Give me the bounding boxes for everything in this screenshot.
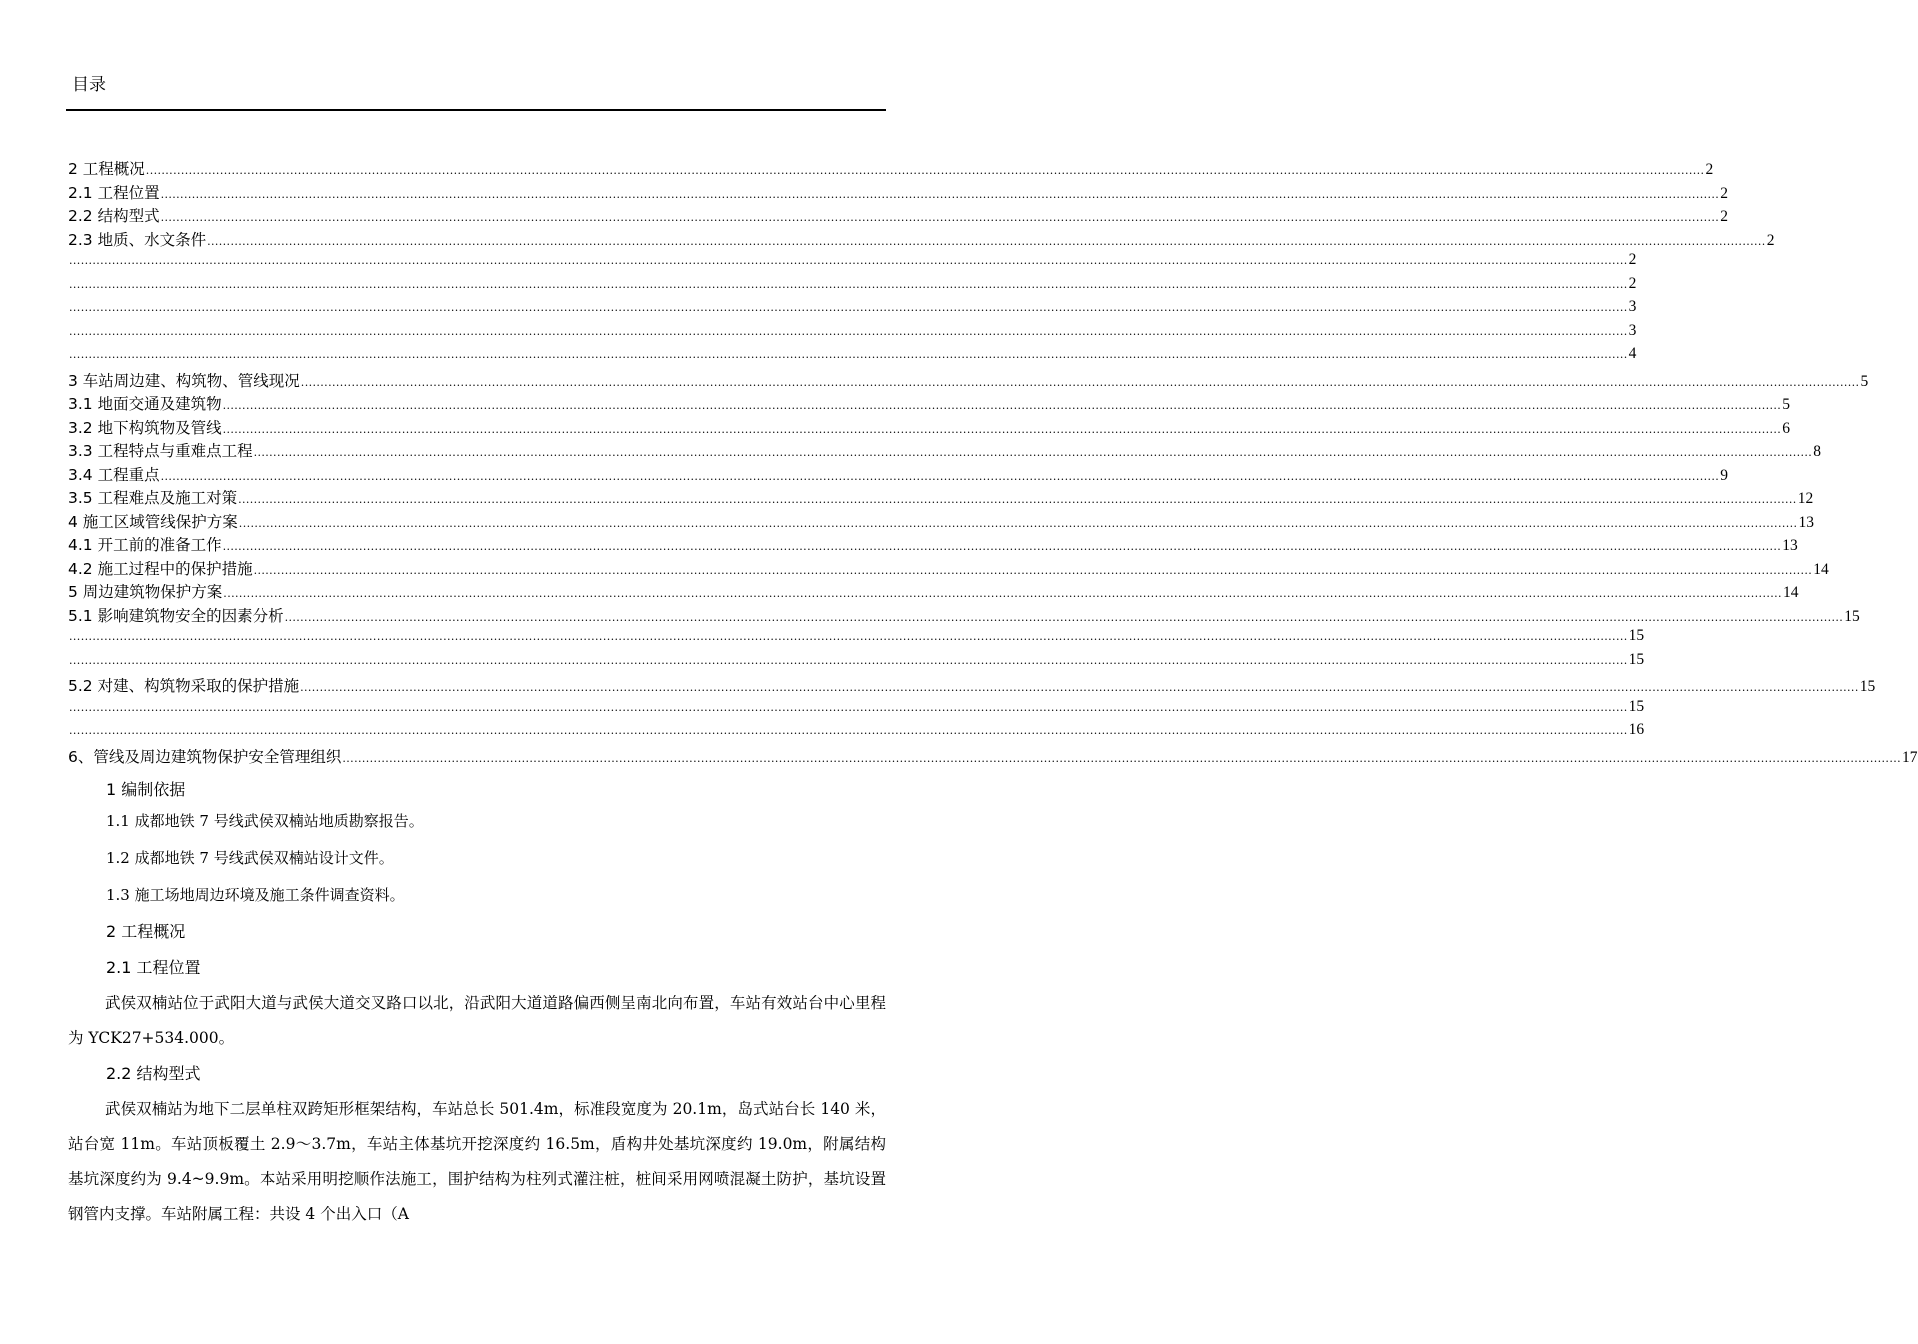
- toc-entry-page: 2: [1766, 231, 1775, 249]
- toc-dot-leader: ................................................................................................................................................................................................................................................................................................................................................................................................................: [284, 610, 1844, 624]
- toc-dot-leader: ................................................................................................................................................................................................................................................................................................................................................................................................................: [253, 446, 1813, 459]
- toc-entry-page: 14: [1782, 584, 1799, 601]
- toc-entry-label: 3.1 地面交通及建筑物: [68, 395, 222, 413]
- toc-entry[interactable]: [68, 557, 1829, 581]
- toc-entry-page: 2: [1720, 184, 1728, 202]
- toc-entry-page: 3: [1628, 298, 1637, 315]
- toc-entry-page: 5: [1860, 372, 1869, 390]
- toc-entry[interactable]: [68, 463, 1728, 487]
- toc-dot-leader: ................................................................................................................................................................................................................................................................................................................................................................................................................: [69, 348, 1628, 361]
- toc-entry-page: 2: [1720, 208, 1728, 225]
- toc-entry-page: 8: [1813, 443, 1821, 460]
- toc-dot-leader: ................................................................................................................................................................................................................................................................................................................................................................................................................: [160, 211, 1720, 224]
- toc-entry-label: 5.1 影响建筑物安全的因素分析: [68, 606, 284, 625]
- toc-entry-page: 15: [1628, 627, 1645, 644]
- paragraph-structure: 武侯双楠站为地下二层单柱双跨矩形框架结构，车站总长 501.4m，标准段宽度为 20.1m，岛式站台长 140 米，站台宽 11m。车站顶板覆土 2.9～3.7m，车站主体基坑开挖深度约 16.5m，盾构井处基坑深度约 19.0m，附属结构基坑深度约为 9.4~9.9m。本站采用明挖顺作法施工，围护结构为柱列式灌注桩，桩间采用网喷混凝土防护，基坑设置钢管内支撑。车站附属工程：共设 4 个出入口（A: [68, 1100, 886, 1223]
- toc-dot-leader: ................................................................................................................................................................................................................................................................................................................................................................................................................: [223, 587, 1782, 600]
- toc-entry[interactable]: [68, 650, 1645, 675]
- toc-entry[interactable]: [68, 674, 1876, 698]
- toc-dot-leader: ................................................................................................................................................................................................................................................................................................................................................................................................................: [238, 516, 1798, 530]
- toc-dot-leader: ................................................................................................................................................................................................................................................................................................................................................................................................................: [69, 700, 1628, 714]
- toc-entry-label: 4.2 施工过程中的保护措施: [68, 559, 253, 578]
- section-heading-2-2: 2.2 结构型式: [106, 1064, 201, 1083]
- toc-entry[interactable]: [68, 345, 1637, 369]
- toc-entry[interactable]: [68, 204, 1728, 228]
- toc-entry-page: 16: [1628, 721, 1645, 738]
- toc-entry-label: 3.5 工程难点及施工对策: [68, 489, 238, 507]
- toc-entry-label: 3.4 工程重点: [68, 465, 160, 484]
- toc-entry-page: 13: [1798, 513, 1814, 531]
- toc-dot-leader: ................................................................................................................................................................................................................................................................................................................................................................................................................: [69, 724, 1628, 737]
- toc-entry[interactable]: [68, 486, 1814, 510]
- toc-entry[interactable]: [68, 697, 1645, 722]
- toc-dot-leader: ................................................................................................................................................................................................................................................................................................................................................................................................................: [69, 653, 1628, 667]
- toc-dot-leader: ................................................................................................................................................................................................................................................................................................................................................................................................................: [69, 324, 1628, 338]
- toc-dot-leader: ................................................................................................................................................................................................................................................................................................................................................................................................................: [222, 422, 1782, 436]
- toc-dot-leader: ................................................................................................................................................................................................................................................................................................................................................................................................................: [222, 540, 1782, 553]
- table-of-contents: [68, 157, 1918, 768]
- basis-item-2: 1.2 成都地铁 7 号线武侯双楠站设计文件。: [106, 849, 394, 867]
- toc-entry[interactable]: [68, 251, 1637, 275]
- toc-dot-leader: ................................................................................................................................................................................................................................................................................................................................................................................................................: [145, 164, 1705, 177]
- toc-entry-label: 4.1 开工前的准备工作: [68, 536, 222, 554]
- section-heading-2-1: 2.1 工程位置: [106, 958, 201, 977]
- toc-entry-page: 2: [1628, 274, 1637, 292]
- toc-dot-leader: ................................................................................................................................................................................................................................................................................................................................................................................................................: [69, 301, 1628, 314]
- toc-dot-leader: ................................................................................................................................................................................................................................................................................................................................................................................................................: [207, 234, 1766, 248]
- toc-entry-page: 14: [1813, 560, 1829, 578]
- toc-entry[interactable]: [68, 228, 1775, 252]
- toc-entry[interactable]: [68, 321, 1637, 346]
- toc-entry[interactable]: [68, 745, 1918, 769]
- toc-dot-leader: ................................................................................................................................................................................................................................................................................................................................................................................................................: [69, 254, 1628, 267]
- toc-entry[interactable]: [68, 392, 1790, 416]
- basis-item-1: 1.1 成都地铁 7 号线武侯双楠站地质勘察报告。: [106, 812, 424, 830]
- toc-entry[interactable]: [68, 298, 1637, 322]
- toc-dot-leader: ................................................................................................................................................................................................................................................................................................................................................................................................................: [342, 751, 1902, 765]
- toc-dot-leader: ................................................................................................................................................................................................................................................................................................................................................................................................................: [253, 563, 1813, 577]
- toc-dot-leader: ................................................................................................................................................................................................................................................................................................................................................................................................................: [238, 493, 1797, 506]
- toc-entry[interactable]: [68, 181, 1728, 205]
- toc-entry-page: 17: [1902, 748, 1918, 766]
- toc-entry-label: 6、管线及周边建筑物保护安全管理组织: [68, 747, 342, 766]
- toc-dot-leader: ................................................................................................................................................................................................................................................................................................................................................................................................................: [69, 630, 1628, 643]
- paragraph-location: 武侯双楠站位于武阳大道与武侯大道交叉路口以北，沿武阳大道道路偏西侧呈南北向布置，车站有效站台中心里程为 YCK27+534.000。: [68, 994, 886, 1047]
- toc-entry-label: 5 周边建筑物保护方案: [68, 583, 223, 601]
- toc-entry-page: 3: [1628, 321, 1637, 339]
- toc-entry-page: 13: [1782, 537, 1798, 554]
- page-header-title: 目录: [72, 75, 106, 95]
- toc-entry-page: 9: [1720, 466, 1728, 484]
- toc-entry-label: 5.2 对建、构筑物采取的保护措施: [68, 677, 300, 695]
- toc-entry-page: 6: [1782, 419, 1790, 437]
- toc-dot-leader: ................................................................................................................................................................................................................................................................................................................................................................................................................: [300, 375, 1860, 389]
- toc-entry-label: 3.2 地下构筑物及管线: [68, 418, 222, 437]
- toc-entry-page: 15: [1628, 650, 1645, 668]
- toc-entry-page: 15: [1628, 697, 1645, 715]
- toc-entry-page: 2: [1628, 251, 1637, 268]
- toc-entry-label: 2 工程概况: [68, 160, 145, 178]
- toc-entry-page: 2: [1705, 161, 1714, 178]
- toc-entry-label: 3.3 工程特点与重难点工程: [68, 442, 253, 460]
- toc-entry-label: 2.3 地质、水文条件: [68, 230, 207, 249]
- toc-entry[interactable]: [68, 416, 1790, 440]
- toc-dot-leader: ................................................................................................................................................................................................................................................................................................................................................................................................................: [300, 681, 1859, 694]
- toc-entry[interactable]: [68, 439, 1821, 463]
- toc-entry-page: 15: [1844, 607, 1860, 625]
- toc-entry[interactable]: [68, 533, 1798, 557]
- section-heading-1: 1 编制依据: [106, 780, 186, 799]
- toc-entry-label: 3 车站周边建、构筑物、管线现况: [68, 371, 300, 390]
- toc-dot-leader: ................................................................................................................................................................................................................................................................................................................................................................................................................: [69, 277, 1628, 291]
- section-heading-2: 2 工程概况: [106, 922, 186, 941]
- toc-entry[interactable]: [68, 721, 1645, 745]
- toc-entry[interactable]: [68, 369, 1869, 393]
- toc-entry-label: 4 施工区域管线保护方案: [68, 512, 238, 531]
- toc-entry[interactable]: [68, 510, 1814, 534]
- toc-entry-page: 12: [1797, 490, 1814, 507]
- toc-entry-label: 2.1 工程位置: [68, 183, 160, 202]
- toc-entry[interactable]: [68, 157, 1714, 181]
- toc-entry-page: 5: [1782, 396, 1790, 413]
- toc-entry[interactable]: [68, 604, 1860, 628]
- toc-entry-page: 4: [1628, 345, 1637, 362]
- basis-item-3: 1.3 施工场地周边环境及施工条件调查资料。: [106, 886, 405, 904]
- toc-entry-label: 2.2 结构型式: [68, 207, 160, 225]
- toc-dot-leader: ................................................................................................................................................................................................................................................................................................................................................................................................................: [160, 187, 1720, 201]
- header-rule: [66, 109, 886, 111]
- toc-dot-leader: ................................................................................................................................................................................................................................................................................................................................................................................................................: [160, 469, 1720, 483]
- toc-entry-page: 15: [1859, 678, 1876, 695]
- toc-entry[interactable]: [68, 627, 1645, 651]
- toc-entry[interactable]: [68, 274, 1637, 299]
- toc-entry[interactable]: [68, 580, 1799, 604]
- body-text: [68, 776, 886, 1232]
- toc-dot-leader: ................................................................................................................................................................................................................................................................................................................................................................................................................: [222, 399, 1782, 412]
